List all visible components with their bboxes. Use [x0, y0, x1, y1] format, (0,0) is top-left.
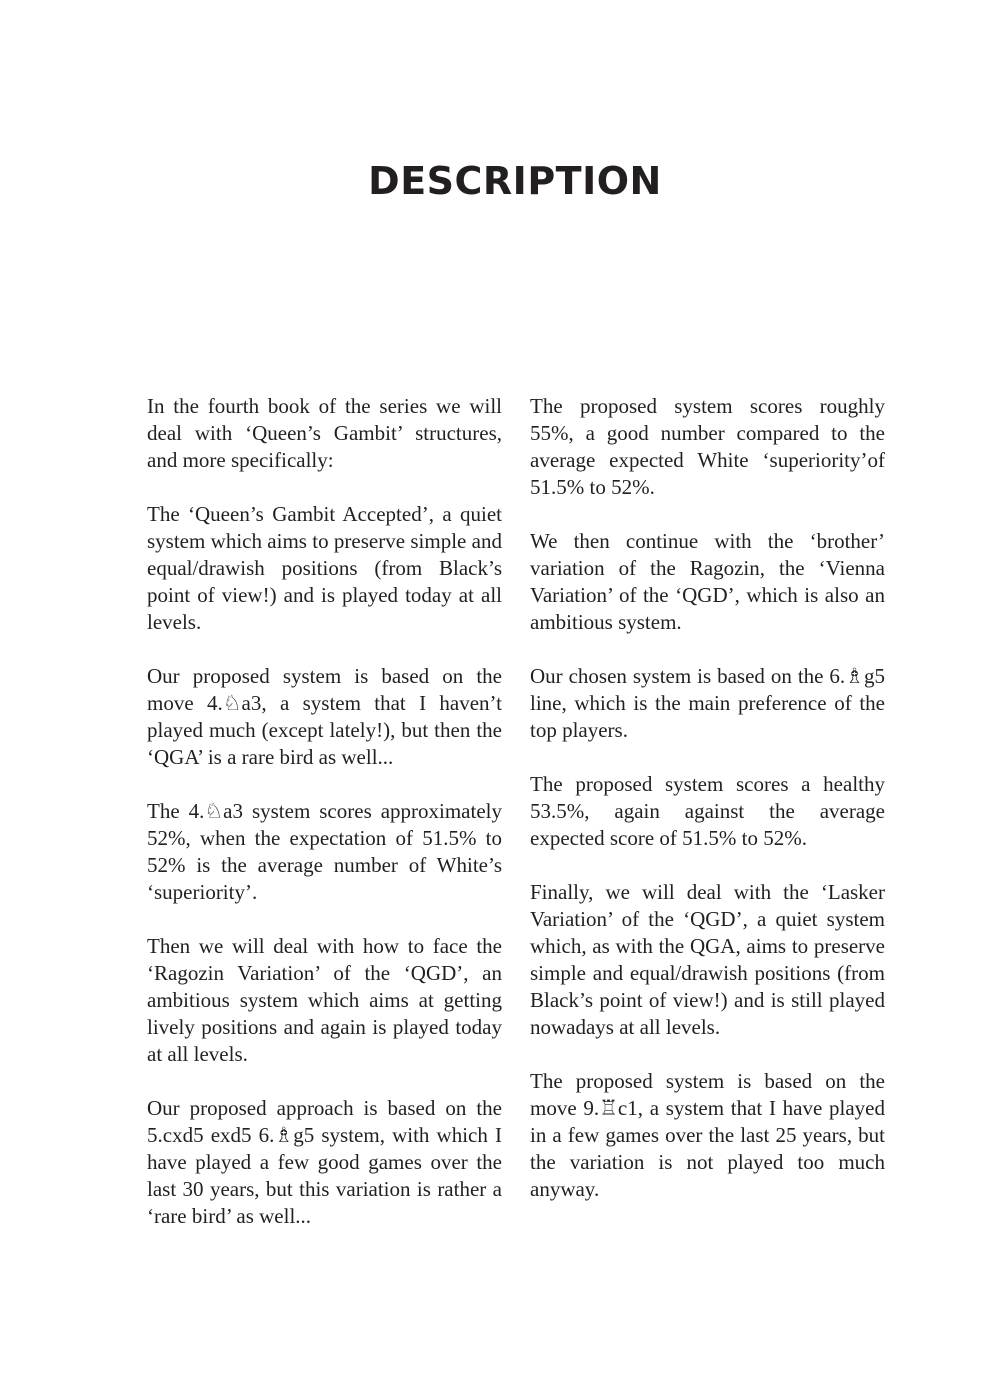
paragraph: Our chosen system is based on the 6.♗g5 line, which is the main preference of the top players.: [530, 664, 885, 742]
right-text-column: [530, 393, 885, 1230]
paragraph: The proposed system is based on the move 9.♖c1, a system that I have played in a few games over the last 25 years, but the variation is not played too much anyway.: [530, 1069, 885, 1201]
paragraph: We then continue with the ‘brother’ variation of the Ragozin, the ‘Vienna Variation’ of the ‘QGD’, which is also an ambitious system.: [530, 529, 885, 634]
paragraph: Our proposed approach is based on the 5.cxd5 exd5 6.♗g5 system, with which I have played a few good games over the last 30 years, but this variation is rather a ‘rare bird’ as well...: [147, 1096, 502, 1228]
paragraph: Finally, we will deal with the ‘Lasker Variation’ of the ‘QGD’, a quiet system which, as with the QGA, aims to preserve simple and equal/drawish positions (from Black’s point of view!) and is still played nowadays at all levels.: [530, 880, 885, 1039]
paragraph: The 4.♘a3 system scores approximately 52%, when the expectation of 51.5% to 52% is the average number of White’s ‘superiority’.: [147, 799, 502, 904]
paragraph: The proposed system scores roughly 55%, a good number compared to the average expected White ‘superiority’of 51.5% to 52%.: [530, 394, 885, 499]
paragraph: Then we will deal with how to face the ‘Ragozin Variation’ of the ‘QGD’, an ambitious system which aims at getting lively positions and again is played today at all levels.: [147, 934, 502, 1066]
page-title: DESCRIPTION: [368, 159, 662, 203]
left-text-column: [147, 393, 502, 1257]
paragraph: The proposed system scores a healthy 53.5%, again against the average expected score of 51.5% to 52%.: [530, 772, 885, 850]
paragraph: Our proposed system is based on the move 4.♘a3, a system that I haven’t played much (except lately!), but then the ‘QGA’ is a rare bird as well...: [147, 664, 502, 769]
paragraph: In the fourth book of the series we will deal with ‘Queen’s Gambit’ structures, and more specifically:: [147, 394, 502, 472]
paragraph: The ‘Queen’s Gambit Accepted’, a quiet system which aims to preserve simple and equal/drawish positions (from Black’s point of view!) and is played today at all levels.: [147, 502, 502, 634]
